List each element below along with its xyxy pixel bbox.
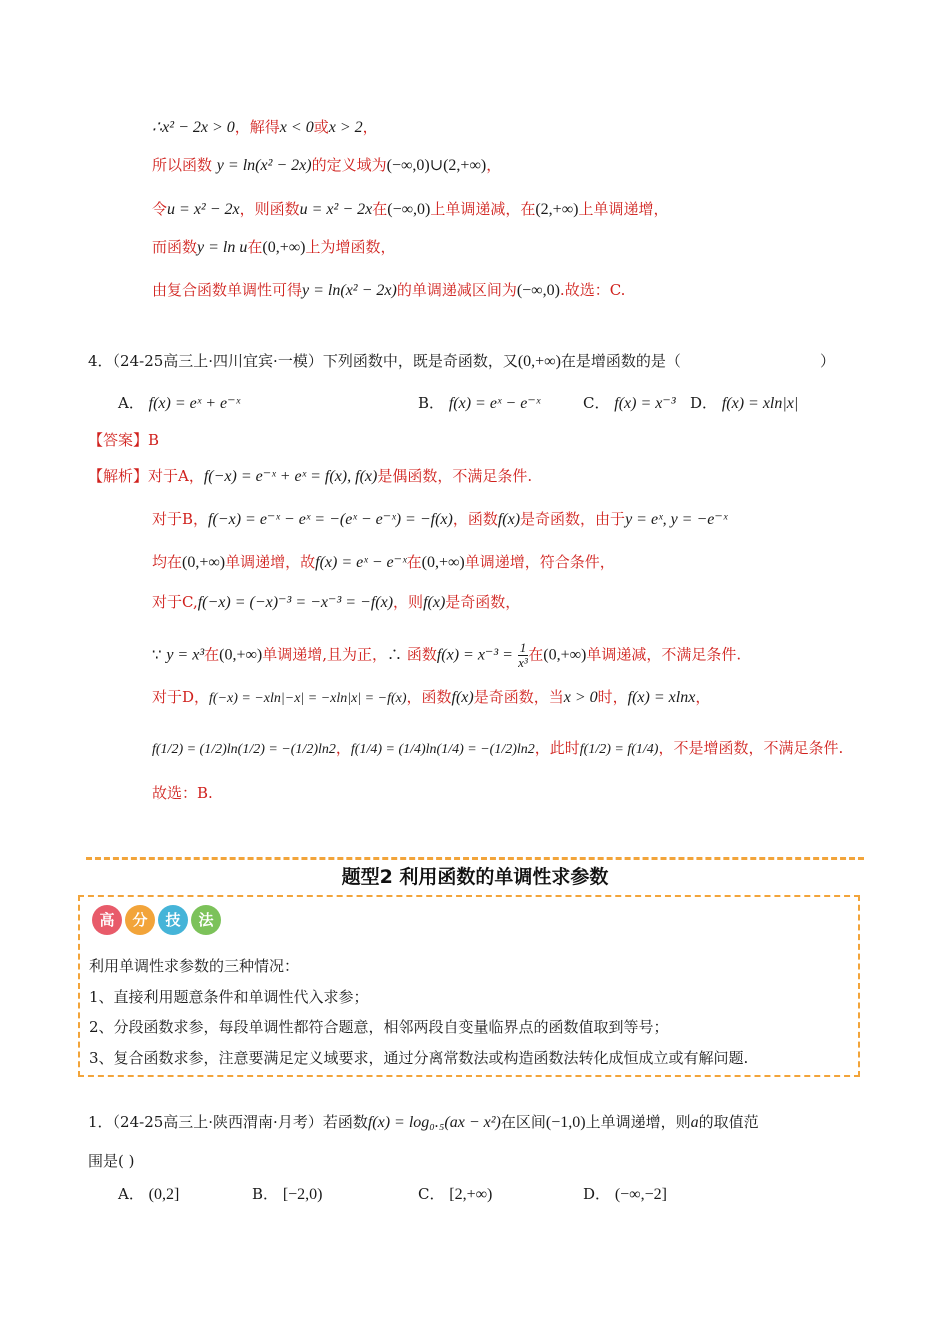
- fraction: [518, 641, 529, 670]
- math: u = x² − 2x: [167, 201, 240, 218]
- text: 是偶函数，不满足条件.: [377, 467, 533, 485]
- math: y = ln u: [197, 239, 248, 256]
- q4-option-b[interactable]: [418, 392, 540, 415]
- math: f(−x) = e⁻ˣ − eˣ = −(eˣ − e⁻ˣ) = −f(x): [208, 511, 453, 528]
- tip-line-1: 利用单调性求参数的三种情况：: [89, 957, 300, 975]
- text: （24-25高三上·陕西渭南·月考）若函数: [112, 1113, 368, 1131]
- option-label: C．: [583, 394, 610, 412]
- math: y = ln(x² − 2x): [216, 157, 312, 174]
- tip-line-2: 1、直接利用题意条件和单调性代入求参；: [89, 988, 369, 1006]
- math: (−∞,0): [516, 282, 560, 299]
- badge-char-4: 法: [191, 905, 221, 935]
- math: (0,+∞): [262, 239, 306, 256]
- text: ，此时: [534, 739, 580, 757]
- text: 在是增函数的是（: [560, 352, 681, 370]
- text: ，则函数: [239, 200, 300, 218]
- tip-line-3: 2、分段函数求参，每段单调性都符合题意，相邻两段自变量临界点的函数值取到等号；: [89, 1018, 669, 1036]
- math: (2,+∞): [535, 201, 579, 218]
- q1-option-b[interactable]: [252, 1183, 323, 1206]
- text: 令: [152, 200, 168, 218]
- answer-tag: 【答案】: [88, 431, 149, 449]
- text: .故选：C.: [559, 281, 626, 299]
- math: (0,+∞): [421, 554, 465, 571]
- text: 上为增函数，: [305, 238, 396, 256]
- text: 而函数: [152, 238, 198, 256]
- prev-solution-line-4: [152, 236, 395, 259]
- section-divider: [86, 857, 864, 860]
- math: y = eˣ, y = −e⁻ˣ: [625, 511, 728, 528]
- q4-final: 故选：B.: [152, 784, 213, 802]
- tip-line-4: 3、复合函数求参，注意要满足定义域要求，通过分离常数法或构造函数法转化成恒成立或有解问题.: [89, 1049, 749, 1067]
- math: f(x) = xlnx: [627, 689, 696, 706]
- math: x < 0: [279, 119, 314, 136]
- section-title: 题型2 利用函数的单调性求参数: [341, 866, 609, 888]
- math: ∴x² − 2x > 0: [152, 119, 235, 136]
- badge-char-2: 分: [125, 905, 155, 935]
- prev-solution-line-3: [152, 198, 668, 221]
- text: 对于D，: [152, 688, 210, 706]
- q1-stem: [88, 1111, 759, 1134]
- q4-analysis-b1: [152, 508, 727, 531]
- text: ，解得: [234, 118, 280, 136]
- math: f(x): [423, 594, 446, 611]
- math: f(−x) = −xln|−x| = −xln|x| = −f(x): [209, 691, 407, 706]
- fraction-denominator: x³: [518, 655, 528, 670]
- math: [−2,0): [282, 1186, 323, 1203]
- q1-option-c[interactable]: [418, 1183, 492, 1206]
- text: 的取值范: [698, 1113, 759, 1131]
- because-symbol: ∵: [152, 645, 162, 664]
- option-label: A．: [118, 1185, 144, 1203]
- q4-analysis-b2: [152, 551, 615, 574]
- text: ，: [362, 118, 378, 136]
- math: f(1/2) = (1/2)ln(1/2) = −(1/2)ln2: [152, 742, 336, 757]
- option-label: C．: [418, 1185, 445, 1203]
- therefore-symbol: ∴: [387, 645, 403, 664]
- q4-option-a[interactable]: [118, 392, 240, 415]
- text: 在: [247, 238, 263, 256]
- math: f(x) = eˣ − e⁻ˣ: [448, 395, 541, 412]
- math: f(1/4) = (1/4)ln(1/4) = −(1/2)ln2: [350, 742, 535, 757]
- analysis-tag: 【解析】: [88, 467, 149, 485]
- option-label: D．: [583, 1185, 611, 1203]
- text: 上单调递增，: [578, 200, 669, 218]
- math: (0,2]: [148, 1186, 180, 1203]
- text: ，不是增函数，不满足条件.: [658, 739, 844, 757]
- text: 在区间: [500, 1113, 546, 1131]
- math: f(x): [497, 511, 521, 528]
- math: f(−x) = (−x)⁻³ = −x⁻³ = −f(x): [197, 594, 394, 611]
- q4-option-c[interactable]: [583, 392, 676, 415]
- math: x > 2: [328, 119, 363, 136]
- math: f(x): [451, 689, 474, 706]
- text: （24-25高三上·四川宜宾·一模）下列函数中，既是奇函数，又: [112, 352, 518, 370]
- math: f(x) = log₀.₅(ax − x²): [367, 1114, 501, 1131]
- text: ，: [335, 739, 351, 757]
- text: 函数: [406, 645, 437, 664]
- q4-stem: [88, 350, 681, 373]
- text: 在: [372, 200, 388, 218]
- text: 单调递增,且为正，: [262, 645, 388, 664]
- math: (0,+∞): [182, 554, 226, 571]
- math: (0,+∞): [543, 646, 587, 664]
- q4-answer: [88, 429, 159, 451]
- text: 对于C,: [152, 593, 198, 611]
- q4-option-d[interactable]: [690, 392, 798, 415]
- text: 是奇函数，: [445, 593, 521, 611]
- math: a: [690, 1114, 699, 1131]
- math: f(x) = x⁻³: [614, 395, 676, 412]
- text: 所以函数: [152, 156, 213, 174]
- tip-badge: [92, 905, 221, 935]
- math: (0,+∞): [517, 353, 561, 370]
- math: f(x) = eˣ + e⁻ˣ: [148, 395, 241, 412]
- option-label: D．: [690, 394, 718, 412]
- math: u = x² − 2x: [299, 201, 373, 218]
- text: 均在: [152, 553, 183, 571]
- prev-solution-line-1: [152, 116, 378, 139]
- math: [2,+∞): [449, 1186, 493, 1203]
- text: 单调递增，符合条件，: [464, 553, 615, 571]
- text: 时，: [597, 688, 628, 706]
- text: 在: [528, 645, 544, 664]
- prev-solution-line-2: [152, 154, 501, 177]
- q4-analysis-c2: [152, 641, 741, 670]
- text: 是奇函数，由于: [520, 510, 626, 528]
- q1-option-d[interactable]: [583, 1183, 667, 1206]
- text: ，: [486, 156, 502, 174]
- math: f(−x) = e⁻ˣ + eˣ = f(x), f(x): [203, 468, 378, 485]
- q1-stem-line-2: 围是( ): [88, 1152, 135, 1170]
- math: f(x) = eˣ − e⁻ˣ: [315, 554, 407, 571]
- q1-option-a[interactable]: [118, 1183, 179, 1206]
- question-number: 4．: [88, 352, 113, 370]
- math: (−∞,−2]: [614, 1186, 667, 1203]
- text: 的定义域为: [311, 156, 387, 174]
- option-label: B．: [418, 394, 445, 412]
- question-number: 1．: [88, 1113, 113, 1131]
- math: y = x³: [166, 646, 205, 664]
- text: 或: [313, 118, 329, 136]
- math: f(x) = xln|x|: [721, 395, 799, 412]
- math: (−∞,0)∪(2,+∞): [386, 157, 487, 174]
- fraction-numerator: 1: [519, 640, 527, 655]
- math: (−1,0): [545, 1114, 586, 1131]
- q4-stem-close: ）: [820, 352, 836, 370]
- q4-analysis-d2: [152, 737, 843, 761]
- text: ，函数: [406, 688, 452, 706]
- text: 单调递增，故: [225, 553, 316, 571]
- text: 单调递减，不满足条件.: [586, 645, 742, 664]
- text: 是奇函数，当: [473, 688, 564, 706]
- prev-solution-line-5: [152, 279, 625, 302]
- math: (−∞,0): [387, 201, 431, 218]
- math: x > 0: [563, 689, 598, 706]
- text: 的单调递减区间为: [396, 281, 517, 299]
- math: (0,+∞): [219, 646, 263, 664]
- option-label: A．: [118, 394, 144, 412]
- math: y = ln(x² − 2x): [302, 282, 397, 299]
- text: 对于B，: [152, 510, 209, 528]
- q4-analysis-d1: [152, 686, 710, 710]
- badge-char-1: 高: [92, 905, 122, 935]
- q4-analysis-a: [88, 465, 532, 488]
- text: 由复合函数单调性可得: [152, 281, 303, 299]
- text: ，函数: [452, 510, 498, 528]
- text: ，则: [393, 593, 424, 611]
- text: ，: [695, 688, 711, 706]
- text: 上单调递减，在: [430, 200, 536, 218]
- badge-char-3: 技: [158, 905, 188, 935]
- option-label: B．: [252, 1185, 279, 1203]
- text: 上单调递增，则: [585, 1113, 691, 1131]
- math: f(1/2) = f(1/4): [579, 742, 659, 757]
- text: 在: [204, 645, 220, 664]
- text: 对于A，: [148, 467, 204, 485]
- math: f(x) = x⁻³ =: [436, 646, 513, 664]
- answer-value: B: [148, 431, 160, 449]
- q4-analysis-c1: [152, 591, 520, 614]
- text: 在: [406, 553, 422, 571]
